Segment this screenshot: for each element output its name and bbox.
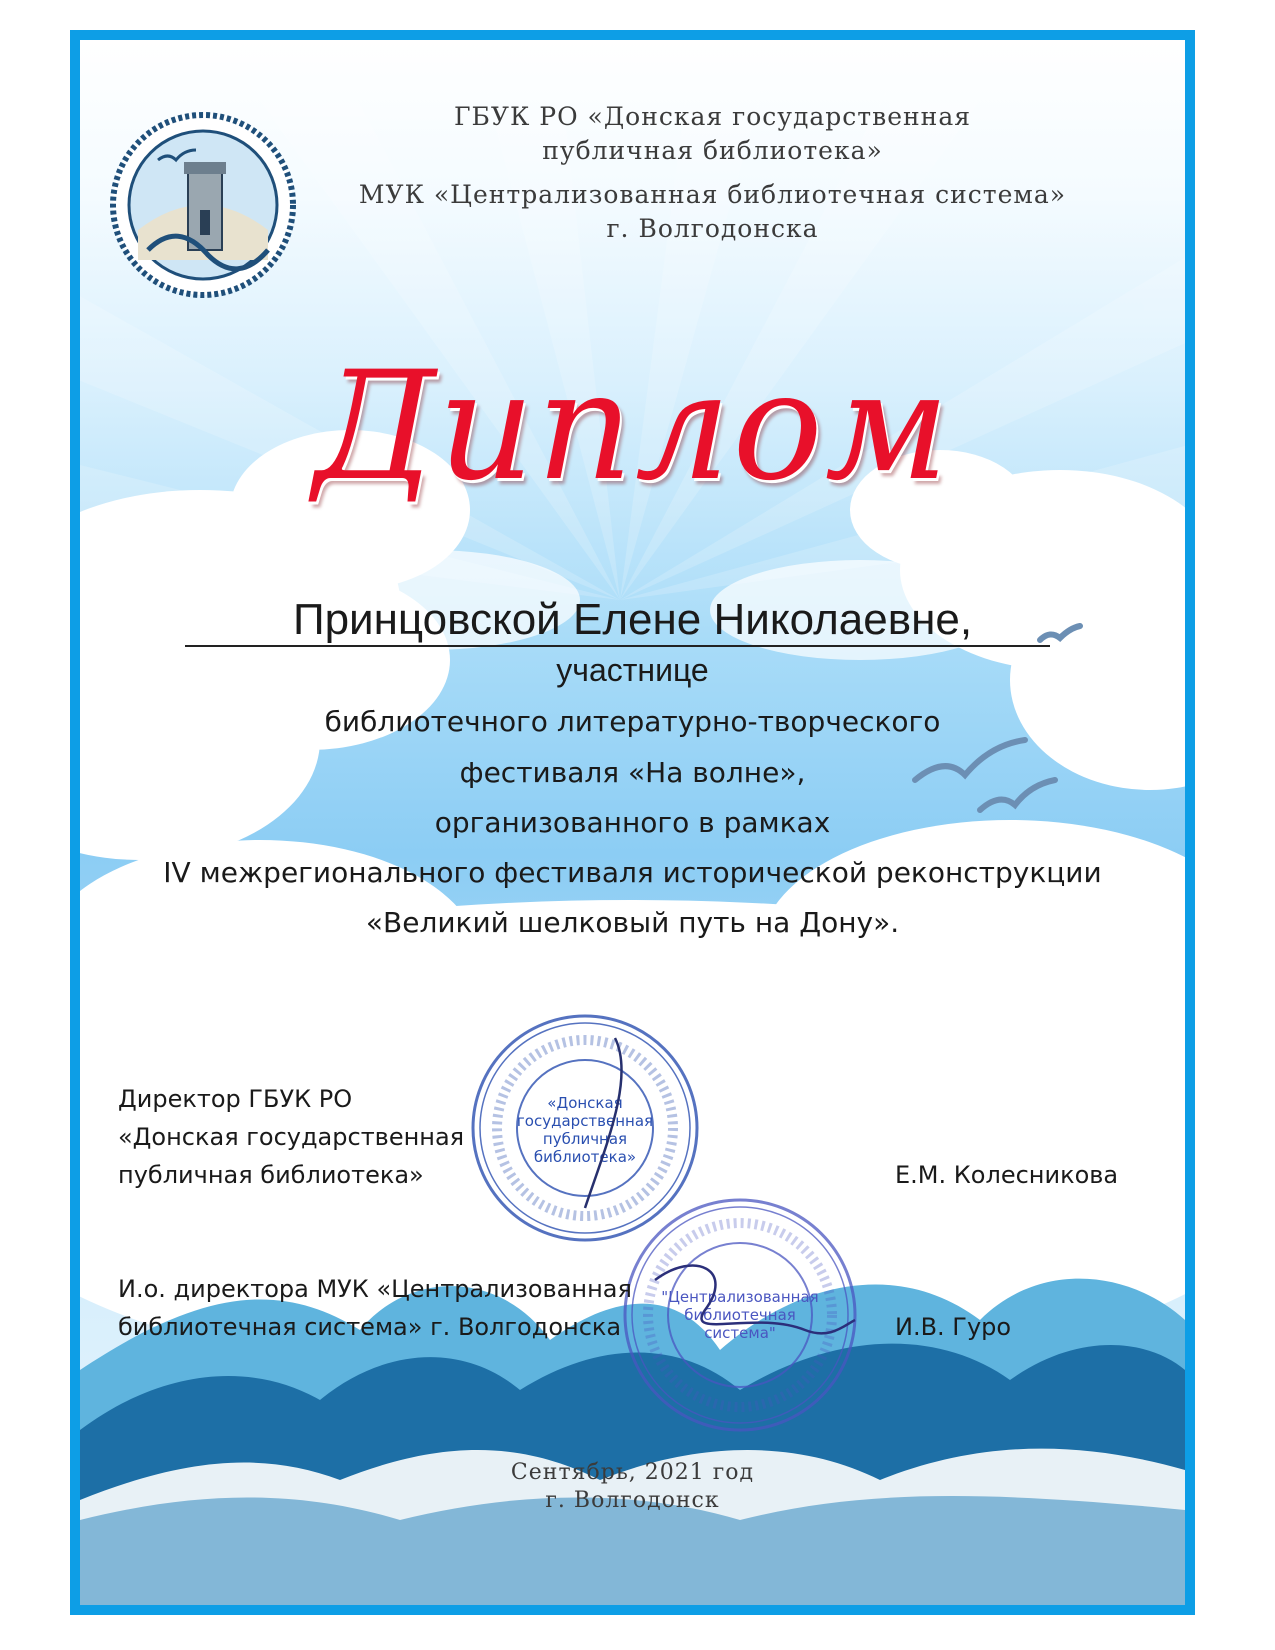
signature-2-role: И.о. директора МУК «Централизованная библиотечная система» г. Волгодонска — [118, 1275, 632, 1341]
svg-text:библиотечная: библиотечная — [684, 1306, 796, 1324]
body-line-6: «Великий шелковый путь на Дону». — [365, 906, 900, 939]
svg-text:библиотека»: библиотека» — [533, 1148, 637, 1166]
org2-line1: МУК «Централизованная библиотечная система» — [358, 180, 1067, 209]
org1-line2: публичная библиотека» — [542, 136, 883, 165]
svg-text:государственная: государственная — [516, 1112, 654, 1130]
diploma-frame — [70, 30, 1195, 1615]
signature-1-name: Е.М. Колесникова — [895, 1161, 1119, 1189]
org1-line1: ГБУК РО «Донская государственная — [454, 102, 971, 131]
svg-text:"Централизованная: "Централизованная — [661, 1288, 819, 1306]
footer-city: г. Волгодонск — [545, 1488, 720, 1513]
body-line-2: библиотечного литературно-творческого — [324, 705, 941, 738]
cbs-stamp — [615, 1190, 865, 1440]
svg-text:публичная: публичная — [542, 1130, 628, 1148]
org2-line2: г. Волгодонска — [606, 214, 819, 243]
diploma-title: Диплом — [313, 340, 952, 514]
svg-text:система": система" — [704, 1324, 776, 1342]
name-underline — [185, 645, 1050, 647]
body-line-1: участнице — [556, 652, 709, 688]
signature-1-role: Директор ГБУК РО «Донская государственная публичная библиотека» — [118, 1085, 465, 1189]
body-line-5: IV межрегионального фестиваля исторической реконструкции — [163, 856, 1102, 889]
body-line-4: организованного в рамках — [434, 806, 831, 839]
footer-date: Сентябрь, 2021 год — [510, 1460, 755, 1485]
body-line-3: фестиваля «На волне», — [459, 756, 806, 789]
recipient-name: Принцовской Елене Николаевне, — [292, 595, 973, 644]
svg-text:«Донская: «Донская — [547, 1094, 623, 1112]
signature-2-name: И.В. Гуро — [895, 1313, 1012, 1341]
